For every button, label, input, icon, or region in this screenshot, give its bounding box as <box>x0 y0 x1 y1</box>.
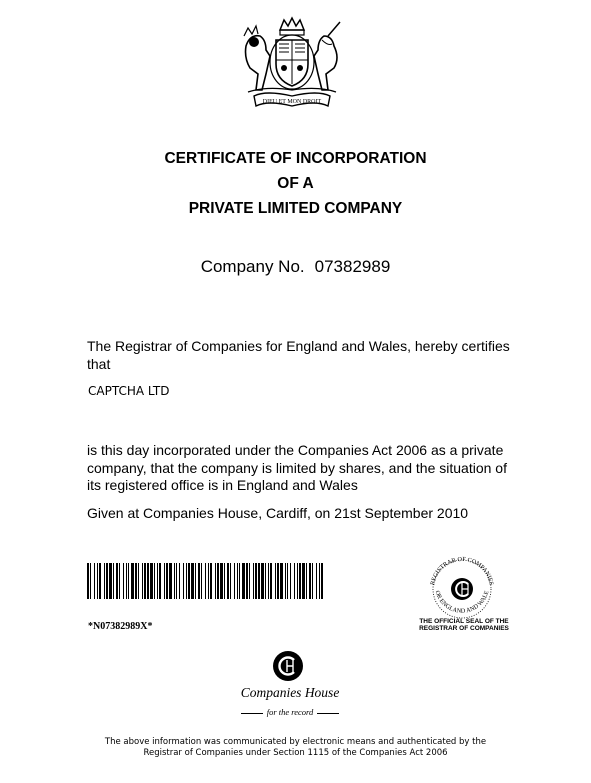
barcode-bar <box>265 563 266 599</box>
barcode-bar <box>142 563 143 599</box>
barcode-bar <box>270 563 272 599</box>
barcode-bar <box>227 563 229 599</box>
barcode-bar <box>157 563 158 599</box>
tagline-rule-left <box>241 713 263 714</box>
barcode-bar <box>106 563 108 599</box>
barcode-bar <box>253 563 254 599</box>
barcode-bar <box>217 563 219 599</box>
certificate-title-line1: CERTIFICATE OF INCORPORATION <box>164 150 427 167</box>
barcode-bar <box>290 563 291 599</box>
barcode-bar <box>246 563 248 599</box>
footer-line1: The above information was communicated by electronic means and authenticated by the <box>104 737 487 747</box>
company-number <box>0 257 591 277</box>
barcode-bar <box>319 563 320 599</box>
seal-ring-top: REGISTRAR OF COMPANIES <box>429 555 495 586</box>
barcode-bar <box>224 563 225 599</box>
barcode-bar <box>242 563 245 599</box>
barcode-bar <box>249 563 250 599</box>
barcode-bar <box>201 563 202 599</box>
barcode-bar <box>176 563 177 599</box>
companies-house-tagline-row <box>190 707 390 717</box>
barcode-bar <box>116 563 118 599</box>
barcode-bar <box>316 563 317 599</box>
certificate-title-line3: PRIVATE LIMITED COMPANY <box>188 200 403 217</box>
barcode-bar <box>287 563 288 599</box>
barcode-bar <box>220 563 223 599</box>
barcode-bar <box>113 563 114 599</box>
barcode-bar <box>97 563 98 599</box>
barcode-bar <box>205 563 206 599</box>
barcode-bar <box>90 563 91 599</box>
barcode-bar <box>195 563 196 599</box>
barcode-bar <box>147 563 149 599</box>
seal-caption-line2: REGISTRAR OF COMPANIES <box>419 625 509 632</box>
barcode-bar <box>312 563 313 599</box>
barcode-bar <box>164 563 165 599</box>
barcode-bar <box>285 563 286 599</box>
barcode-bar <box>255 563 257 599</box>
companies-house-logo-icon <box>272 650 304 682</box>
barcode-bar <box>302 563 305 599</box>
seal-ring-bottom: OR ENGLAND AND WALE <box>433 589 491 615</box>
barcode-bar <box>109 563 112 599</box>
barcode-bar <box>321 563 323 599</box>
footer-note <box>0 737 591 759</box>
incorporation-paragraph <box>87 442 527 495</box>
incorporation-line3: its registered office is in England and Wales <box>87 477 358 493</box>
barcode-bar <box>280 563 283 599</box>
barcode-bar <box>198 563 200 599</box>
crest-motto: DIEU ET MON DROIT <box>262 99 322 105</box>
barcode-bar <box>186 563 187 599</box>
certifies-line2: that <box>87 355 111 372</box>
barcode-bar <box>126 563 127 599</box>
company-name: CAPTCHA LTD <box>88 384 170 398</box>
barcode-bar <box>154 563 155 599</box>
barcode-text: *N07382989X* <box>88 621 153 632</box>
barcode-bar <box>261 563 264 599</box>
tagline-rule-right <box>317 713 339 714</box>
company-number-value: 07382989 <box>314 257 391 276</box>
barcode-bar <box>294 563 295 599</box>
barcode-bar <box>268 563 269 599</box>
companies-house-name: Companies House <box>240 685 340 700</box>
barcode-bar <box>191 563 194 599</box>
barcode-bar <box>237 563 238 599</box>
certifies-line1: The Registrar of Companies for England and Wales, hereby certifies <box>87 338 510 354</box>
seal-caption <box>405 618 523 632</box>
barcode-bar <box>94 563 95 599</box>
royal-coat-of-arms-icon <box>236 16 348 112</box>
barcode-bar <box>119 563 120 599</box>
barcode-bar <box>150 563 153 599</box>
barcode-bar <box>104 563 105 599</box>
barcode-bar <box>99 563 101 599</box>
registrar-seal-icon <box>424 553 500 619</box>
barcode-bar <box>239 563 240 599</box>
barcode-bar <box>234 563 235 599</box>
barcode-bar <box>169 563 172 599</box>
barcode-bar <box>131 563 134 599</box>
barcode-bar <box>277 563 279 599</box>
certificate-title-line2: OF A <box>277 175 314 192</box>
barcode <box>87 563 327 599</box>
barcode-bar <box>208 563 209 599</box>
seal-caption-line1: THE OFFICIAL SEAL OF THE <box>419 618 509 625</box>
barcode-bar <box>128 563 129 599</box>
barcode-bar <box>174 563 175 599</box>
barcode-bar <box>87 563 89 599</box>
barcode-bar <box>297 563 298 599</box>
given-at-line: Given at Companies House, Cardiff, on 21st September 2010 <box>87 505 469 521</box>
barcode-bar <box>183 563 184 599</box>
barcode-bar <box>275 563 276 599</box>
certifies-paragraph <box>87 338 527 373</box>
barcode-bar <box>210 563 212 599</box>
barcode-bar <box>166 563 168 599</box>
barcode-bar <box>135 563 137 599</box>
barcode-bar <box>188 563 190 599</box>
company-number-label: Company No. <box>200 257 305 276</box>
barcode-bar <box>299 563 301 599</box>
barcode-bar <box>138 563 139 599</box>
barcode-bar <box>306 563 307 599</box>
barcode-bar <box>309 563 311 599</box>
barcode-bar <box>159 563 161 599</box>
incorporation-line2: company, that the company is limited by shares, and the situation of <box>87 459 507 476</box>
incorporation-line1: is this day incorporated under the Companies Act 2006 as a private <box>87 442 504 458</box>
companies-house-tagline: for the record <box>266 707 314 717</box>
barcode-bar <box>215 563 216 599</box>
barcode-bar <box>144 563 146 599</box>
barcode-bar <box>230 563 231 599</box>
barcode-bar <box>179 563 180 599</box>
footer-line2: Registrar of Companies under Section 1115 of the Companies Act 2006 <box>143 748 448 758</box>
barcode-bar <box>258 563 260 599</box>
barcode-bar <box>123 563 124 599</box>
